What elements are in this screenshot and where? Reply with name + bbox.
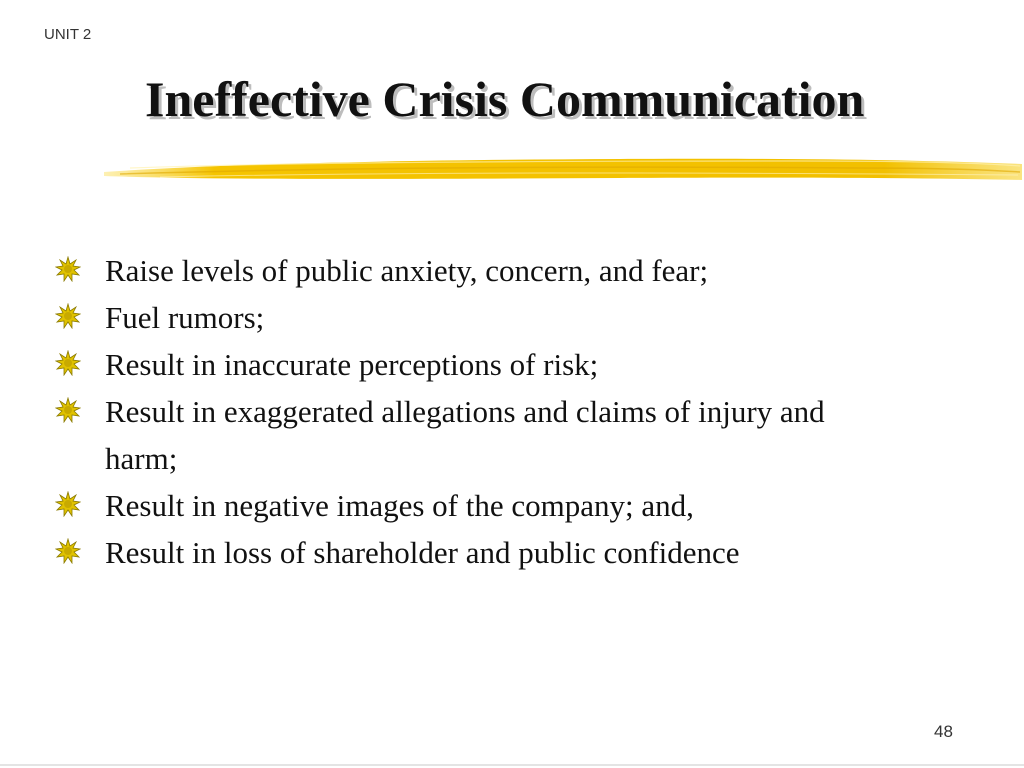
bullet-text: Raise levels of public anxiety, concern, and fear;	[105, 253, 709, 288]
bullet-item	[55, 294, 955, 341]
bullet-item	[55, 529, 955, 576]
title-underline-brush-stroke	[100, 150, 1024, 188]
page-number: 48	[934, 722, 953, 741]
unit-label: UNIT 2	[44, 26, 92, 43]
starburst-bullet-icon	[55, 303, 81, 329]
slide-title: Ineffective Crisis Communication	[145, 71, 865, 127]
starburst-bullet-icon	[55, 538, 81, 564]
starburst-bullet-icon	[55, 397, 81, 423]
starburst-bullet-icon	[55, 491, 81, 517]
bullet-text: Result in loss of shareholder and public confidence	[105, 535, 740, 570]
bullet-text: Result in negative images of the company; and,	[105, 488, 694, 523]
bullet-item	[55, 482, 955, 529]
bullet-item	[55, 388, 865, 482]
bullet-text: Result in inaccurate perceptions of risk;	[105, 347, 599, 382]
bottom-divider	[0, 764, 1024, 766]
bullet-item	[55, 341, 955, 388]
bullet-text: Result in exaggerated allegations and claims of injury and harm;	[105, 394, 825, 476]
bullet-list	[55, 247, 955, 576]
bullet-item	[55, 247, 955, 294]
starburst-bullet-icon	[55, 350, 81, 376]
bullet-text: Fuel rumors;	[105, 300, 265, 335]
starburst-bullet-icon	[55, 256, 81, 282]
